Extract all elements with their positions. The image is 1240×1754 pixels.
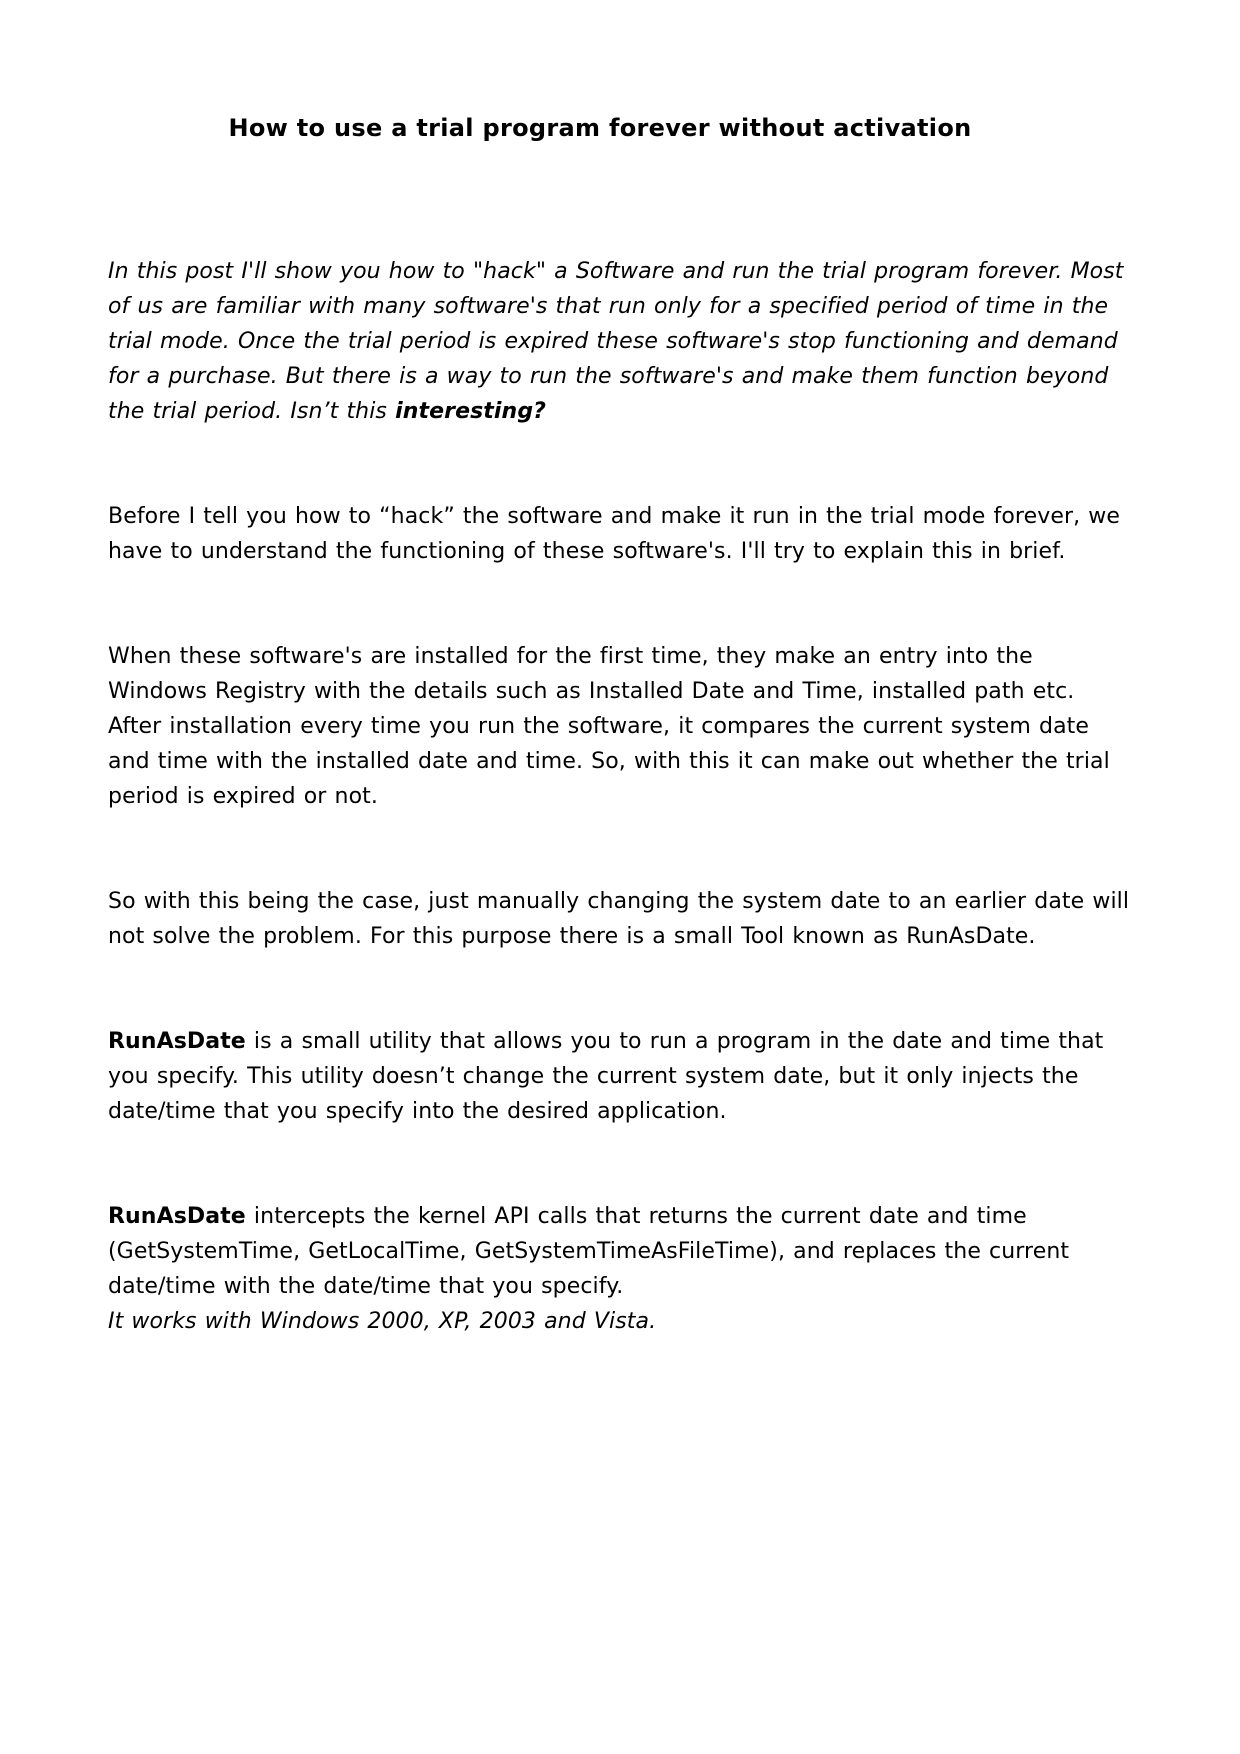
text-run: interesting? bbox=[395, 399, 547, 424]
paragraph-1 bbox=[108, 254, 1132, 429]
text-run: is a small utility that allows you to run a program in the date and time that you specify. This utility doesn’t change the current system date, but it only injects the date/time that you specify into the desired application. bbox=[108, 1029, 1104, 1124]
text-run: intercepts the kernel API calls that returns the current date and time (GetSystemTime, GetLocalTime, GetSystemTimeAsFileTime), and replaces the current date/time with the date/time that you specify. bbox=[108, 1204, 1070, 1299]
paragraph-3 bbox=[108, 639, 1132, 814]
text-run: Before I tell you how to “hack” the software and make it run in the trial mode forever, we have to understand the functioning of these software's. I'll try to explain this in brief. bbox=[108, 504, 1121, 564]
document-title: How to use a trial program forever without activation bbox=[228, 114, 972, 142]
text-run: In this post I'll show you how to "hack" a Software and run the trial program forever. Most of us are familiar with many software's that run only for a specified period of time in the trial mode. Once the trial period is expired these software's stop functioning and demand for a purchase. But there is a way to run the software's and make them function beyond the trial period. Isn’t this bbox=[108, 259, 1124, 424]
text-run: When these software's are installed for the first time, they make an entry into the Windows Registry with the details such as Installed Date and Time, installed path etc. After installation every time you run the software, it compares the current system date and time with the installed date and time. So, with this it can make out whether the trial period is expired or not. bbox=[108, 644, 1110, 809]
paragraph-5 bbox=[108, 1024, 1132, 1129]
text-run: It works with Windows 2000, XP, 2003 and Vista. bbox=[108, 1309, 657, 1334]
paragraph-2 bbox=[108, 499, 1132, 569]
text-run: RunAsDate bbox=[108, 1204, 246, 1229]
paragraph-4 bbox=[108, 884, 1132, 954]
paragraph-6 bbox=[108, 1199, 1132, 1339]
text-run: So with this being the case, just manually changing the system date to an earlier date will not solve the problem. For this purpose there is a small Tool known as RunAsDate. bbox=[108, 889, 1130, 949]
text-run: RunAsDate bbox=[108, 1029, 246, 1054]
paragraphs bbox=[108, 254, 1132, 1339]
